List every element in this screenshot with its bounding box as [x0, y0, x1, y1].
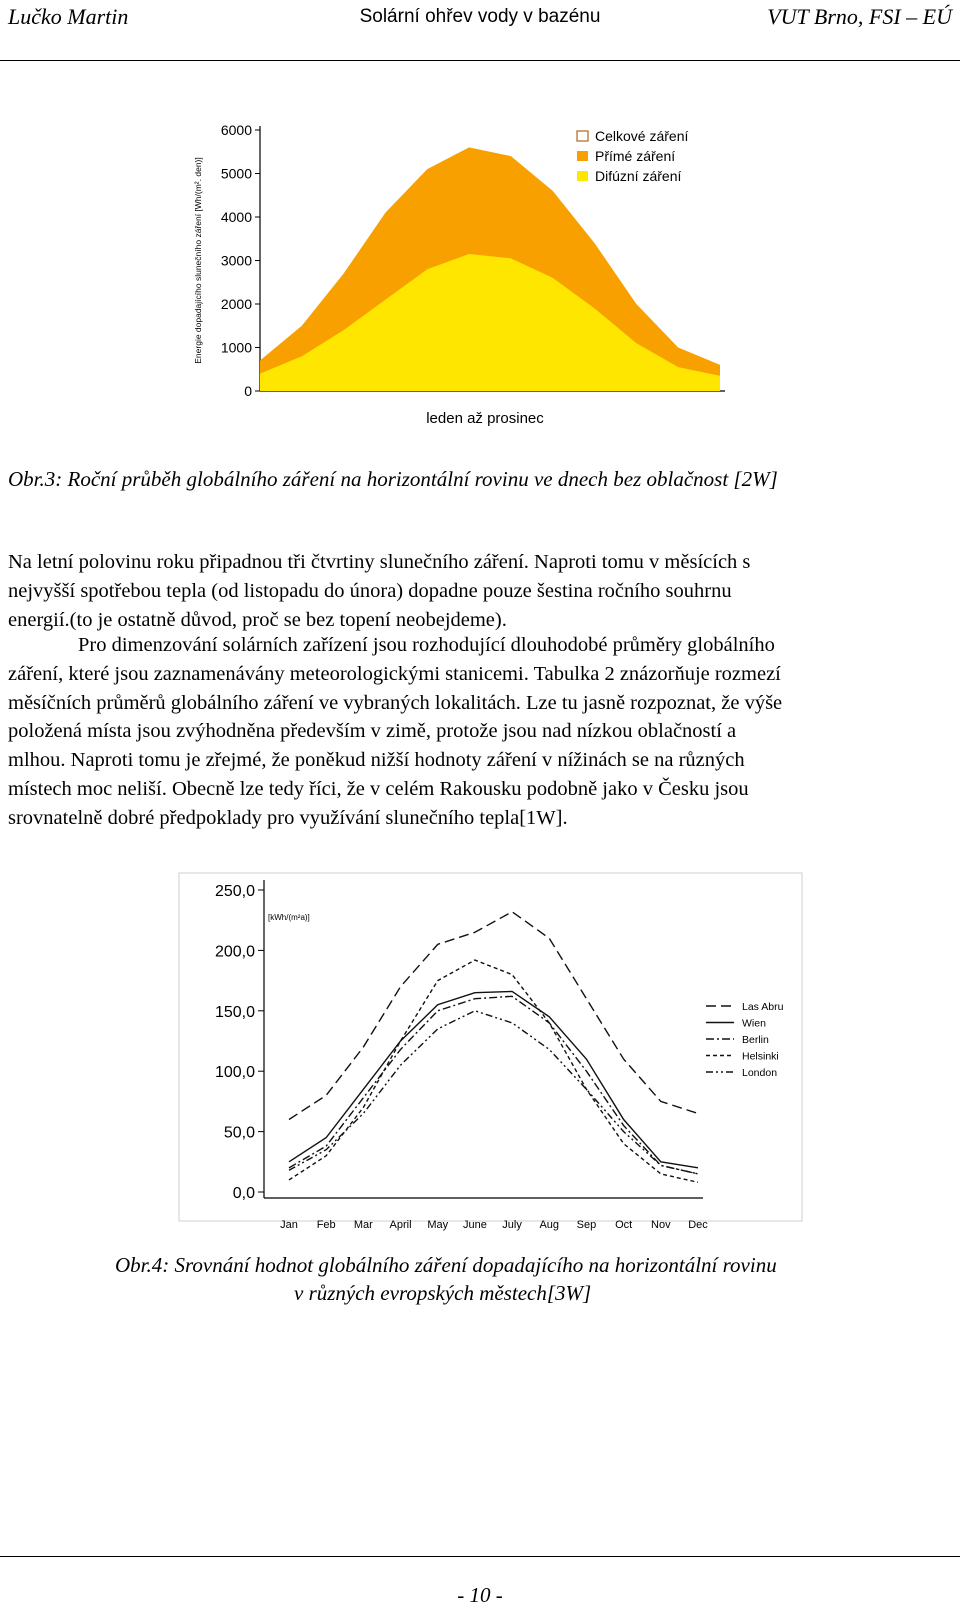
series-line-wien	[289, 991, 698, 1167]
x-tick-label: Aug	[539, 1219, 560, 1231]
y-axis-label: Energie dopadajícího slunečního záření [Wh/(m². den)]	[193, 157, 203, 364]
legend-swatch	[577, 171, 588, 181]
series-line-london	[289, 1011, 698, 1174]
y-axis-label: [kWh/(m²a)]	[268, 913, 310, 922]
x-tick-label: Feb	[316, 1219, 336, 1231]
header-title: Solární ohřev vody v bazénu	[359, 6, 601, 27]
figure-3-chart	[175, 98, 735, 443]
figure-4	[178, 872, 803, 1231]
paragraph-2-line-1: Pro dimenzování solárních zařízení jsou rozhodující dlouhodobé průměry globálního	[78, 634, 775, 656]
y-tick-label: 0	[244, 383, 252, 399]
series-line-helsinki	[289, 960, 698, 1182]
paragraph-1	[8, 548, 954, 634]
series-line-las-abru	[289, 912, 698, 1120]
paragraph-2-line-2: záření, které jsou zaznamenávány meteorologickými stanicemi. Tabulka 2 znázorňuje rozmezí	[8, 662, 781, 685]
x-axis-label: leden až prosinec	[426, 410, 544, 427]
paragraph-1-line-3: energií.(to je ostatně důvod, proč se bez topení neobejdeme).	[8, 608, 507, 631]
legend-swatch	[577, 131, 588, 141]
y-tick-label: 3000	[220, 252, 252, 269]
paragraph-2-line-6: místech moc neliší. Obecně lze tedy říci, že v celém Rakousku podobně jako v Česku jsou	[8, 777, 749, 800]
x-tick-label: July	[502, 1219, 522, 1231]
x-tick-label: Sep	[576, 1219, 597, 1231]
legend-label: Wien	[742, 1017, 766, 1030]
legend-label: Helsinki	[742, 1050, 779, 1063]
legend-label: Las Abru	[742, 1001, 784, 1013]
figure-4-chart	[178, 872, 803, 1231]
paragraph-1-line-2: nejvyšší spotřebou tepla (od listopadu do února) dopadne pouze šestina ročního souhrnu	[8, 579, 732, 602]
x-tick-label: Dec	[688, 1219, 708, 1231]
figure-3-caption: Obr.3: Roční průběh globálního záření na horizontální rovinu ve dnech bez oblačnost [2W]	[8, 467, 778, 491]
y-tick-label: 0,0	[232, 1185, 255, 1202]
legend-label: London	[742, 1067, 778, 1079]
y-tick-label: 250,0	[214, 883, 255, 900]
y-tick-label: 1000	[220, 339, 252, 356]
legend-label: Difúzní záření	[595, 168, 682, 184]
paragraph-1-line-1: Na letní polovinu roku připadnou tři čtvrtiny slunečního záření. Naproti tomu v měsících s	[8, 551, 751, 573]
figure-3	[175, 98, 735, 443]
figure-4-caption-line-1: Obr.4: Srovnání hodnot globálního záření dopadajícího na horizontální rovinu	[115, 1253, 777, 1277]
header-institution: VUT Brno, FSI – EÚ	[767, 4, 952, 29]
paragraph-2-line-3: měsíčních průměrů globálního záření ve vybraných lokalitách. Lze tu jasně rozpoznat, že výše	[8, 691, 783, 714]
legend-label: Celkové záření	[595, 128, 689, 144]
x-tick-label: Oct	[615, 1219, 633, 1231]
y-tick-label: 6000	[220, 122, 252, 138]
x-tick-label: Mar	[353, 1219, 373, 1231]
series-line-berlin	[289, 996, 698, 1174]
y-tick-label: 50,0	[223, 1124, 255, 1142]
header-author: Lučko Martin	[8, 4, 129, 29]
chart-frame	[179, 873, 802, 1221]
page-header	[0, 0, 960, 62]
x-tick-label: April	[389, 1219, 412, 1231]
legend-label: Berlin	[742, 1034, 769, 1046]
paragraph-2-line-7: srovnatelně dobré předpoklady pro využívání slunečního tepla[1W].	[8, 806, 568, 829]
legend-swatch	[577, 151, 588, 161]
paragraph-2-line-5: mlhou. Naproti tomu je zřejmé, že poněkud nižší hodnoty záření v nížinách se na různých	[8, 749, 745, 772]
x-tick-label: May	[427, 1219, 449, 1231]
y-tick-label: 4000	[220, 209, 252, 225]
y-tick-label: 5000	[220, 165, 252, 182]
paragraph-2	[8, 631, 954, 833]
page-number: - 10 -	[457, 1583, 503, 1607]
legend-label: Přímé záření	[595, 148, 676, 164]
y-tick-label: 2000	[220, 296, 252, 312]
paragraph-2-line-4: položená místa jsou zvýhodněna především v zimě, protože jsou nad nízkou oblačností a	[8, 720, 737, 743]
x-tick-label: Nov	[651, 1219, 671, 1231]
figure-4-caption-line-2: v různých evropských městech[3W]	[294, 1281, 592, 1305]
x-tick-label: Jan	[280, 1219, 298, 1231]
x-tick-label: June	[462, 1219, 487, 1231]
header-rule	[0, 60, 960, 61]
y-tick-label: 200,0	[214, 943, 255, 961]
y-tick-label: 150,0	[214, 1003, 255, 1021]
y-tick-label: 100,0	[214, 1064, 255, 1082]
footer-rule	[0, 1556, 960, 1557]
